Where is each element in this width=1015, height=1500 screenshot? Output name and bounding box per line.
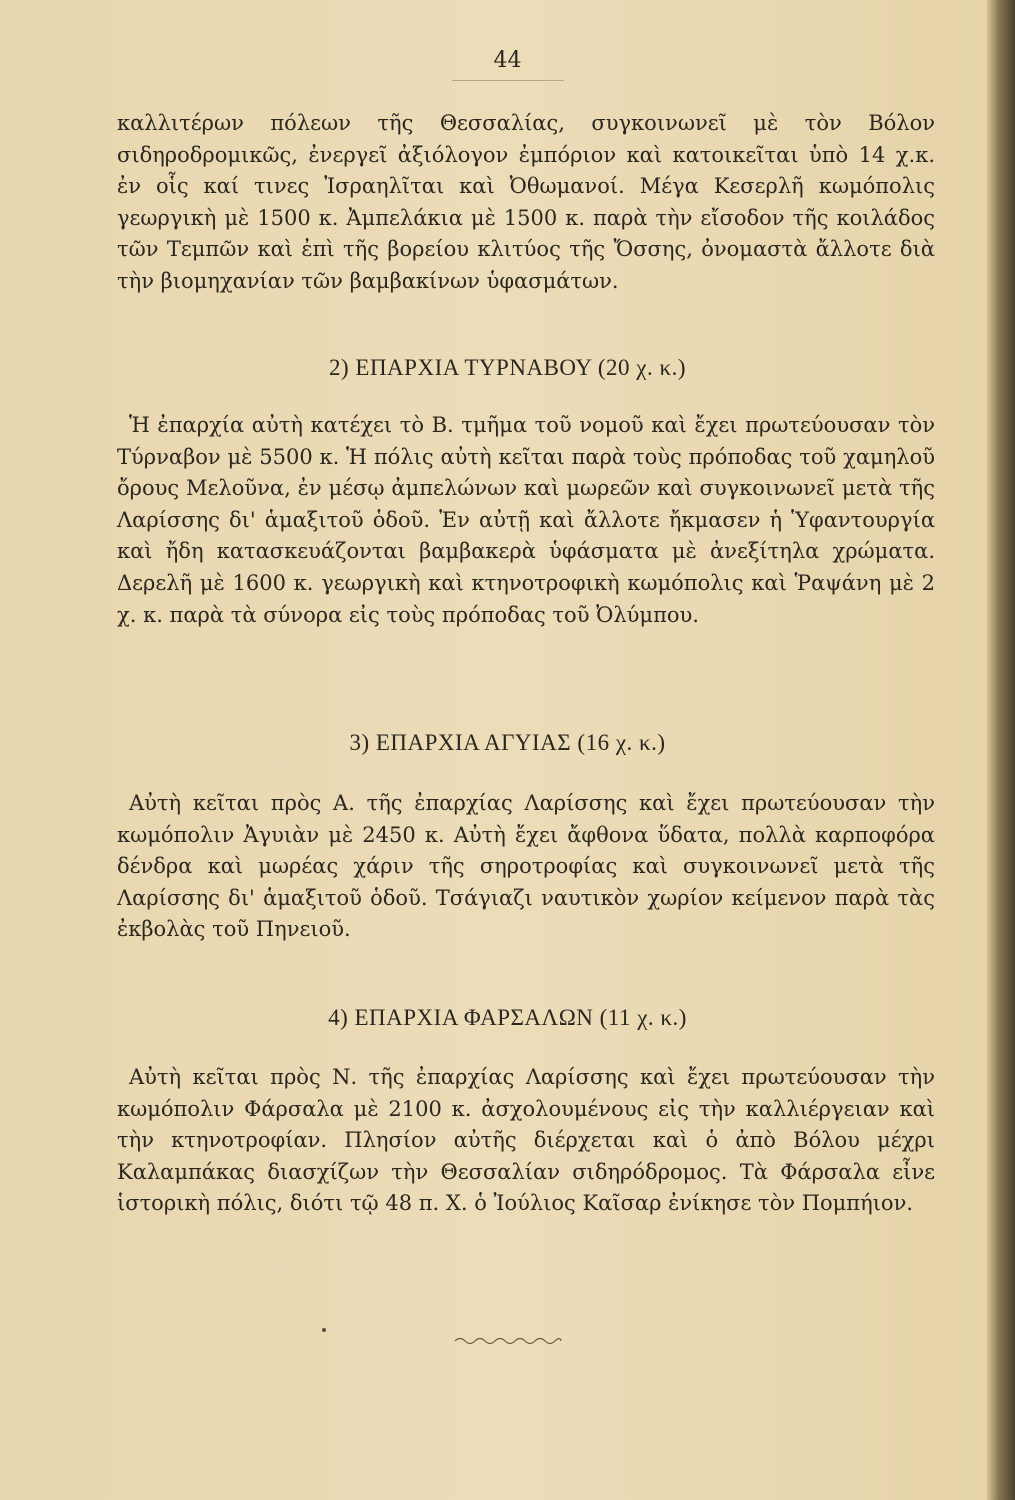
section-heading-agyia: 3) ΕΠΑΡΧΙΑ ΑΓΥΙΑΣ (16 χ. κ.) bbox=[349, 730, 666, 755]
paragraph-continuation bbox=[117, 108, 935, 298]
paragraph-text: Αὐτὴ κεῖται πρὸς Ν. τῆς ἐπαρχίας Λαρίσσης καὶ ἔχει πρωτεύουσαν τὴν κωμόπολιν Φάρσαλα μὲ 2100 κ. ἀσχολουμένους εἰς τὴν καλλιέργειαν καὶ τὴν κτηνοτροφίαν. Πλησίον αὐτῆς διέρχεται καὶ ὁ ἀπὸ Βόλου μέχρι Καλαμπάκας διασχίζων τὴν Θεσσαλίαν σιδηρόδρομος. Τὰ Φάρσαλα εἶνε ἱστορικὴ πόλις, διότι τῷ 48 π. Χ. ὁ Ἰούλιος Καῖσαρ ἐνίκησε τὸν Πομπήιον. bbox=[117, 1065, 935, 1216]
paragraph-tyrnavos bbox=[117, 410, 935, 631]
paragraph-agyia bbox=[117, 788, 935, 946]
section-heading-tyrnavos: 2) ΕΠΑΡΧΙΑ ΤΥΡΝΑΒΟΥ (20 χ. κ.) bbox=[328, 355, 686, 380]
ink-dot bbox=[322, 1328, 326, 1332]
page-number: 44 bbox=[493, 48, 522, 73]
paragraph-text: καλλιτέρων πόλεων τῆς Θεσσαλίας, συγκοινωνεῖ μὲ τὸν Βόλον σιδηροδρομικῶς, ἐνεργεῖ ἀξιόλογον ἐμπόριον καὶ κατοικεῖται ὑπὸ 14 χ.κ. ἐν οἷς καί τινες Ἰσραηλῖται καὶ Ὀθωμανοί. Μέγα Κεσερλῆ κωμόπολις γεωργικὴ μὲ 1500 κ. Ἀμπελάκια μὲ 1500 κ. παρὰ τὴν εἴσοδον τῆς κοιλάδος τῶν Τεμπῶν καὶ ἐπὶ τῆς βορείου κλιτύος τῆς Ὄσσης, ὀνομαστὰ ἄλλοτε διὰ τὴν βιομηχανίαν τῶν βαμβακίνων ὑφασμάτων. bbox=[117, 111, 935, 293]
end-ornament bbox=[453, 1335, 563, 1347]
paragraph-text: Ἡ ἐπαρχία αὐτὴ κατέχει τὸ Β. τμῆμα τοῦ νομοῦ καὶ ἔχει πρωτεύουσαν τὸν Τύρναβον μὲ 5500 κ. Ἡ πόλις αὐτὴ κεῖται παρὰ τοὺς πρόποδας τοῦ χαμηλοῦ ὄρους Μελοῦνα, ἐν μέσῳ ἀμπελώνων καὶ μωρεῶν καὶ συγκοινωνεῖ μετὰ τῆς Λαρίσσης δι' ἁμαξιτοῦ ὁδοῦ. Ἐν αὐτῇ καὶ ἄλλοτε ἤκμασεν ἡ Ὑφαντουργία καὶ ἤδη κατασκευάζονται βαμβακερὰ ὑφάσματα μὲ ἀνεξίτηλα χρώματα. Δερελῆ μὲ 1600 κ. γεωργικὴ καὶ κτηνοτροφικὴ κωμόπολις καὶ Ῥαψάνη μὲ 2 χ. κ. παρὰ τὰ σύνορα εἰς τοὺς πρόποδας τοῦ Ὀλύμπου. bbox=[117, 413, 935, 627]
page-number-rule bbox=[452, 80, 564, 81]
paragraph-farsala bbox=[117, 1062, 935, 1220]
section-heading-farsala: 4) ΕΠΑΡΧΙΑ ΦΑΡΣΑΛΩΝ (11 χ. κ.) bbox=[328, 1005, 687, 1030]
paragraph-text: Αὐτὴ κεῖται πρὸς Α. τῆς ἐπαρχίας Λαρίσσης καὶ ἔχει πρωτεύουσαν τὴν κωμόπολιν Ἀγυιὰν μὲ 2450 κ. Αὐτὴ ἔχει ἄφθονα ὕδατα, πολλὰ καρποφόρα δένδρα καὶ μωρέας χάριν τῆς σηροτροφίας καὶ συγκοινωνεῖ μετὰ τῆς Λαρίσσης δι' ἁμαξιτοῦ ὁδοῦ. Τσάγιαζι ναυτικὸν χωρίον κείμενον παρὰ τὰς ἐκβολὰς τοῦ Πηνειοῦ. bbox=[117, 791, 935, 942]
